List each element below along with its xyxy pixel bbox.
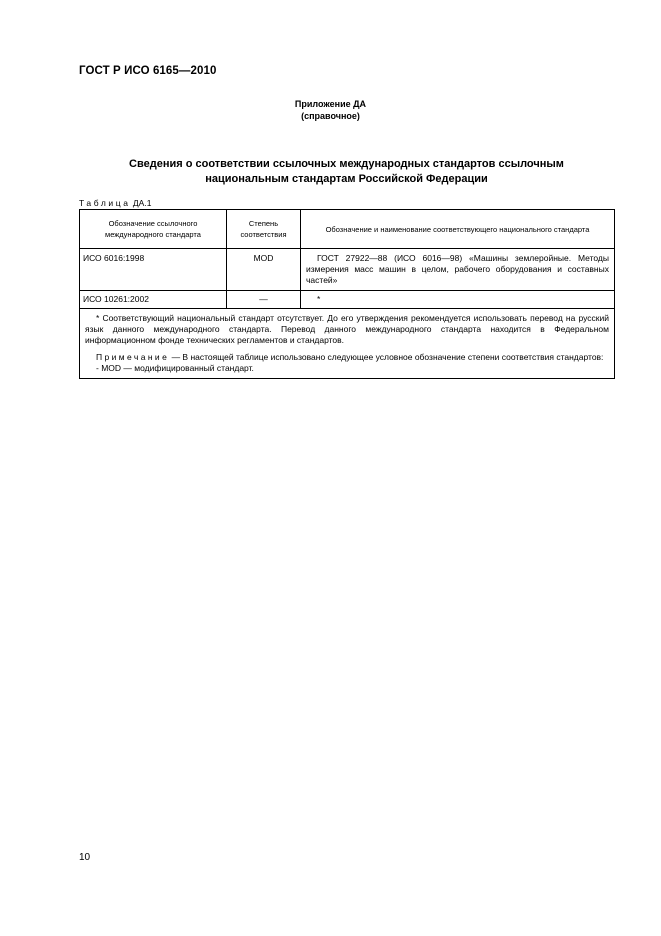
document-code: ГОСТ Р ИСО 6165—2010 xyxy=(79,65,217,77)
table-row xyxy=(80,291,615,309)
table-caption-number: ДА.1 xyxy=(132,198,152,208)
cell-degree: MOD xyxy=(227,249,301,291)
table-note xyxy=(85,352,609,363)
annex-heading xyxy=(0,99,661,122)
note-list-item: - MOD — модифицированный стандарт. xyxy=(96,363,254,373)
cell-national: ГОСТ 27922—88 (ИСО 6016—98) «Машины землеройные. Методы измерения масс машин в целом, рабочего оборудования и составных частей» xyxy=(301,249,615,291)
table-notes-row xyxy=(80,309,615,379)
table-caption-label: Таблица xyxy=(79,198,131,208)
table-notes xyxy=(80,309,615,379)
cell-national: * xyxy=(301,291,615,309)
cell-standard: ИСО 6016:1998 xyxy=(80,249,227,291)
header-international-standard: Обозначение ссылочного международного стандарта xyxy=(80,210,227,249)
table-header-row xyxy=(80,210,615,249)
page-number: 10 xyxy=(79,852,91,863)
table-footnote: * Соответствующий национальный стандарт отсутствует. До его утверждения рекомендуется использовать перевод на русский язык данного международного стандарта. Перевод данного международного стандарта находится в Федеральном информационном фонде технических регламентов и стандартов. xyxy=(85,313,609,345)
table-row xyxy=(80,249,615,291)
note-text: — В настоящей таблице использовано следующее условное обозначение степени соответствия стандартов: xyxy=(169,352,604,362)
annex-title: Приложение ДА xyxy=(294,99,367,109)
cell-standard: ИСО 10261:2002 xyxy=(80,291,227,309)
section-title-line-1: Сведения о соответствии ссылочных международных стандартов ссылочным xyxy=(129,158,564,170)
section-title-line-2: национальным стандартам Российской Федерации xyxy=(205,173,488,185)
table-caption xyxy=(79,198,151,208)
correspondence-table xyxy=(79,209,615,379)
cell-degree: — xyxy=(227,291,301,309)
header-national-standard: Обозначение и наименование соответствующего национального стандарта xyxy=(301,210,615,249)
annex-subtitle: (справочное) xyxy=(301,110,360,121)
note-label: Примечание xyxy=(96,352,170,362)
section-title xyxy=(79,157,614,187)
header-degree: Степень соответствия xyxy=(227,210,301,249)
